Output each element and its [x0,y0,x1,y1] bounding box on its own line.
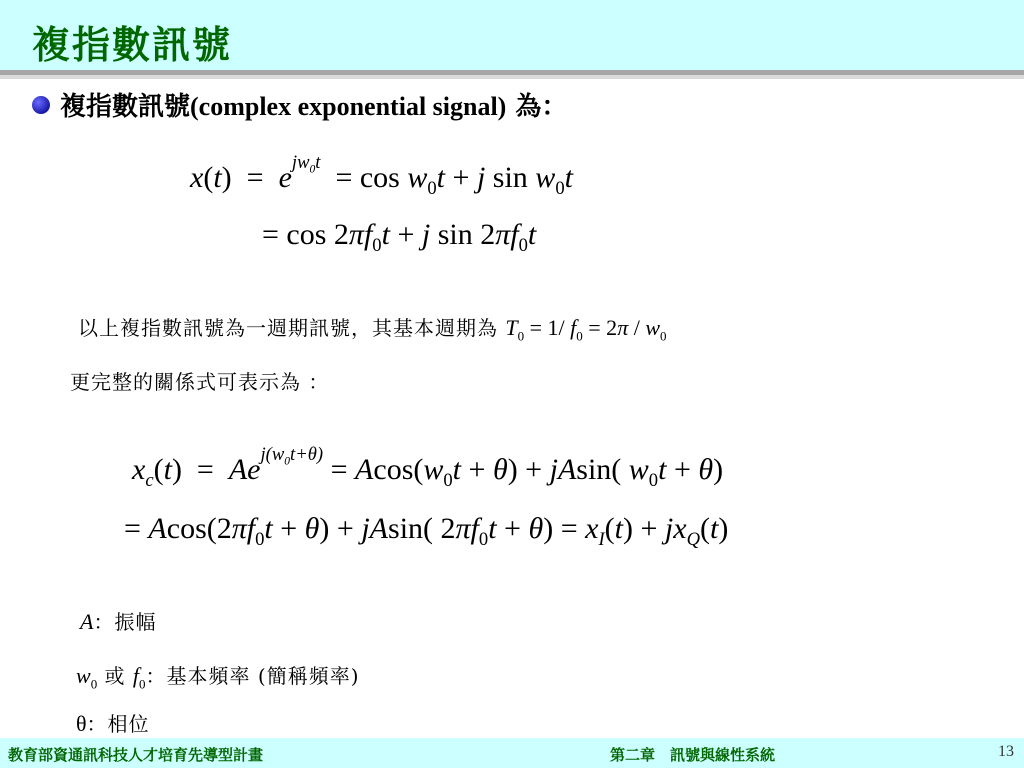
equation-1-line-1: $x(t) = e^{jw_0t} = \cos w_0t + j$ $\sin w_0t$ [190,152,573,199]
definition-phase [76,708,150,737]
bullet-dot-icon [32,96,50,114]
phase-desc: ：相位 [86,712,150,736]
periodic-sentence-text: 以上複指數訊號為一週期訊號，其基本週期為 [78,316,498,340]
period-formula: $T_0 = 1/$ $f_0 = 2\pi / w_0$ [505,315,667,344]
bullet-cjk-tail: 為： [506,92,568,122]
bullet-latin: (complex exponential signal) [190,92,507,121]
amp-desc: ：振幅 [93,610,157,634]
slide-title: 複指數訊號 [32,22,233,67]
bullet-cjk-lead: 複指數訊號 [60,92,191,122]
definition-amplitude [80,606,156,635]
phase-symbol: θ [76,711,87,736]
bullet-heading [32,86,567,123]
equation-2-line-1: $x_c(t) = Ae^{j(w_0t+\theta)} = Acos(w_0t + \theta) + jAsin$( $w_0t + \theta$) [132,444,724,491]
footer-chapter: 第二章 訊號與線性系統 [610,746,776,764]
complete-relation-text: 更完整的關係式可表示為 ： [70,370,330,394]
freq-desc: ：基本頻率 (簡稱頻率) [145,664,360,688]
footer-left: 教育部資通訊科技人才培育先導型計畫 [8,746,264,764]
amp-symbol: A [80,609,94,634]
page-number: 13 [998,743,1014,760]
equation-2-line-2: = $Acos(2\pi f_0t + \theta) + jAsin$( $2\pi f_0t + \theta) = x_I(t) + jx_Q(t)$ [124,512,729,550]
definition-frequency: $w_0$ 或 $f_0$：基本頻率 (簡稱頻率) [76,663,360,692]
slide-footer [0,738,1024,768]
header-divider-shadow [0,75,1024,79]
slide-header [0,0,1024,70]
equation-1-line-2: = $\cos 2\pi f_0t + j$ $\sin 2\pi f_0t$ [262,218,537,256]
freq-or: 或 [97,664,133,688]
periodic-sentence [78,312,667,344]
